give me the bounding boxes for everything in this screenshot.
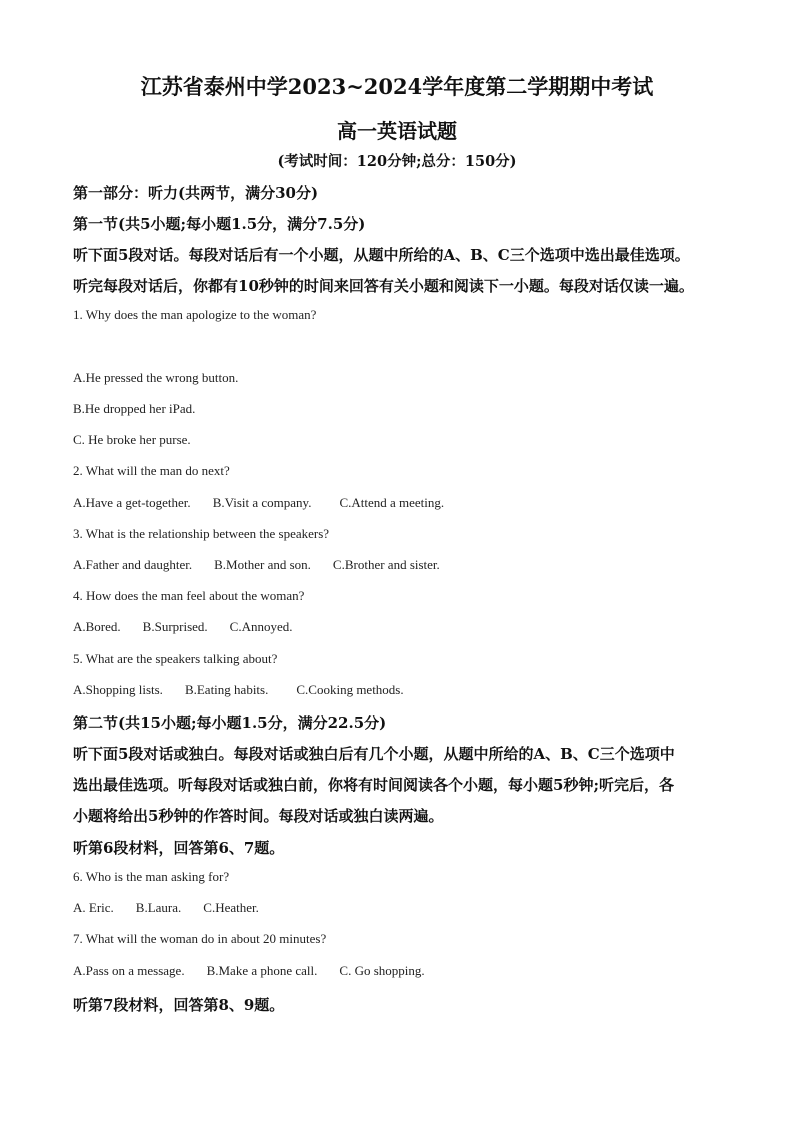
question-3-option-a: A.Father and daughter. (73, 557, 193, 572)
question-7-option-b: B.Make a phone call. (206, 963, 318, 978)
question-4-options (73, 619, 293, 635)
section2-heading: 第二节(共15小题;每小题1.5分，满分22.5分) (73, 714, 387, 732)
question-6: 6. Who is the man asking for? (73, 869, 230, 884)
question-6-option-c: C.Heather. (203, 900, 259, 915)
question-7-option-a: A.Pass on a message. (73, 963, 185, 978)
question-1-option-b: B.He dropped her iPad. (73, 401, 196, 416)
question-3-options (73, 557, 440, 573)
section2-instruction-line2: 选出最佳选项。听每段对话或独白前，你将有时间阅读各个小题，每小题5秒钟;听完后，各 (73, 776, 674, 794)
question-5-options (73, 682, 404, 698)
question-7: 7. What will the woman do in about 20 minutes? (73, 931, 327, 946)
exam-subtitle: 高一英语试题 (337, 119, 457, 143)
question-5-option-b: B.Eating habits. (184, 682, 269, 697)
question-3-option-b: B.Mother and son. (214, 557, 311, 572)
section2-instruction-line1: 听下面5段对话或独白。每段对话或独白后有几个小题，从题中所给的A、B、C三个选项中 (73, 745, 675, 763)
question-6-options (73, 900, 259, 916)
section1-instruction-line2: 听完每段对话后，你都有10秒钟的时间来回答有关小题和阅读下一小题。每段对话仅读一遍。 (73, 277, 694, 295)
question-6-option-a: A. Eric. (73, 900, 114, 915)
question-1-option-c: C. He broke her purse. (73, 432, 191, 447)
question-3-option-c: C.Brother and sister. (332, 557, 440, 572)
question-2-option-c: C.Attend a meeting. (339, 495, 445, 510)
question-4-option-c: C.Annoyed. (229, 619, 293, 634)
exam-title: 江苏省泰州中学2023~2024学年度第二学期期中考试 (140, 74, 654, 99)
exam-info: (考试时间：120分钟;总分：150分) (277, 153, 517, 170)
question-4-option-a: A.Bored. (73, 619, 121, 634)
question-4-option-b: B.Surprised. (142, 619, 208, 634)
question-1: 1. Why does the man apologize to the woman? (73, 307, 317, 322)
question-7-options (73, 963, 425, 979)
question-5: 5. What are the speakers talking about? (73, 651, 278, 666)
question-1-option-a: A.He pressed the wrong button. (73, 370, 239, 385)
question-3: 3. What is the relationship between the speakers? (73, 526, 330, 541)
question-6-option-b: B.Laura. (135, 900, 182, 915)
question-2: 2. What will the man do next? (73, 463, 230, 478)
section1-instruction-line1: 听下面5段对话。每段对话后有一个小题，从题中所给的A、B、C三个选项中选出最佳选项。 (73, 246, 690, 264)
question-5-option-c: C.Cooking methods. (296, 682, 404, 697)
question-4: 4. How does the man feel about the woman? (73, 588, 305, 603)
question-2-options (73, 495, 444, 511)
question-2-option-b: B.Visit a company. (212, 495, 312, 510)
part1-heading: 第一部分：听力(共两节，满分30分) (73, 184, 319, 202)
material-7-heading: 听第7段材料，回答第8、9题。 (73, 996, 285, 1014)
question-2-option-a: A.Have a get-together. (73, 495, 191, 510)
question-5-option-a: A.Shopping lists. (73, 682, 163, 697)
question-7-option-c: C. Go shopping. (339, 963, 425, 978)
material-6-heading: 听第6段材料，回答第6、7题。 (73, 839, 285, 857)
section1-heading: 第一节(共5小题;每小题1.5分，满分7.5分) (73, 215, 366, 233)
section2-instruction-line3: 小题将给出5秒钟的作答时间。每段对话或独白读两遍。 (73, 807, 444, 825)
